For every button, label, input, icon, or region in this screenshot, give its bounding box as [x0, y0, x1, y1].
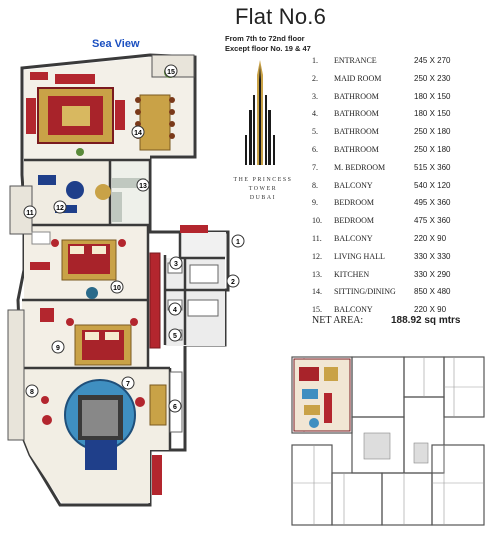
plan-label-13: 13 — [139, 183, 147, 190]
room-schedule — [312, 56, 498, 323]
room-schedule-row — [312, 270, 498, 288]
room-name: SITTING/DINING — [334, 287, 396, 297]
plan-label-7: 7 — [126, 381, 130, 388]
room-dimensions: 330 X 290 — [414, 269, 451, 279]
room-dimensions: 495 X 360 — [414, 198, 451, 208]
sea-view-label: Sea View — [92, 38, 140, 50]
room-name: BALCONY — [334, 305, 373, 315]
room-1-entrance — [180, 232, 226, 258]
room-name: MAID ROOM — [334, 73, 382, 83]
room-number: 8. — [312, 180, 318, 190]
room-dimensions: 180 X 150 — [414, 109, 451, 119]
room-dimensions: 475 X 360 — [414, 216, 451, 226]
room-number: 11. — [312, 233, 322, 243]
room-name: BATHROOM — [334, 144, 379, 154]
room-name: BATHROOM — [334, 127, 379, 137]
logo-line-2: DUBAI — [249, 195, 277, 201]
plan-label-5: 5 — [173, 333, 177, 340]
room-dimensions: 250 X 230 — [414, 73, 451, 83]
room-8-balcony — [8, 310, 24, 440]
room-number: 15. — [312, 305, 322, 315]
plan-label-12: 12 — [56, 205, 64, 212]
room-name: BATHROOM — [334, 91, 379, 101]
room-schedule-row — [312, 216, 498, 234]
room-schedule-row — [312, 92, 498, 110]
room-number: 4. — [312, 109, 318, 119]
plan-label-11: 11 — [26, 210, 34, 217]
room-schedule-row — [312, 145, 498, 163]
logo-wordmark — [218, 176, 308, 203]
room-number: 5. — [312, 127, 318, 137]
room-schedule-row — [312, 252, 498, 270]
room-dimensions: 515 X 360 — [414, 162, 451, 172]
net-area-value: 188.92 sq mtrs — [391, 315, 461, 326]
plan-label-3: 3 — [174, 261, 178, 268]
plan-label-15: 15 — [167, 69, 175, 76]
room-name: LIVING HALL — [334, 251, 385, 261]
net-area — [312, 315, 461, 326]
room-dimensions: 250 X 180 — [414, 127, 451, 137]
room-dimensions: 330 X 330 — [414, 251, 451, 261]
room-dimensions: 220 X 90 — [414, 233, 447, 243]
plan-label-14: 14 — [134, 130, 142, 137]
room-dimensions: 250 X 180 — [414, 144, 451, 154]
room-schedule-row — [312, 56, 498, 74]
plan-label-8: 8 — [30, 389, 34, 396]
room-number: 2. — [312, 73, 318, 83]
room-name: BALCONY — [334, 233, 373, 243]
room-name: BEDROOM — [334, 198, 375, 208]
floor-key-plan — [284, 353, 490, 531]
room-number: 13. — [312, 269, 322, 279]
logo-line-1: THE PRINCESS TOWER — [233, 177, 293, 192]
room-number: 7. — [312, 162, 318, 172]
page-title: Flat No.6 — [235, 4, 327, 29]
room-number: 3. — [312, 91, 318, 101]
room-schedule-row — [312, 163, 498, 181]
room-number: 12. — [312, 251, 322, 261]
room-name: M. BEDROOM — [334, 162, 386, 172]
room-schedule-row — [312, 109, 498, 127]
room-name: BALCONY — [334, 180, 373, 190]
room-number: 9. — [312, 198, 318, 208]
plan-label-9: 9 — [56, 345, 60, 352]
room-dimensions: 245 X 270 — [414, 56, 451, 65]
room-dimensions: 540 X 120 — [414, 180, 451, 190]
room-name: KITCHEN — [334, 269, 370, 279]
key-plan-highlighted-flat — [294, 359, 350, 431]
room-schedule-row — [312, 127, 498, 145]
plan-label-10: 10 — [113, 285, 121, 292]
plan-label-6: 6 — [173, 404, 177, 411]
plan-label-1: 1 — [236, 239, 240, 246]
room-number: 6. — [312, 144, 318, 154]
floor-range-line-2: Except floor No. 19 & 47 — [225, 44, 311, 53]
room-schedule-row — [312, 234, 498, 252]
room-dimensions: 220 X 90 — [414, 305, 447, 315]
room-number: 10. — [312, 216, 322, 226]
room-name: BEDROOM — [334, 216, 375, 226]
room-number: 1. — [312, 56, 318, 65]
room-number: 14. — [312, 287, 322, 297]
princess-tower-logo — [215, 55, 305, 195]
room-name: BATHROOM — [334, 109, 379, 119]
room-name: ENTRANCE — [334, 56, 377, 65]
room-schedule-row — [312, 287, 498, 305]
net-area-label: NET AREA: — [312, 315, 364, 326]
floor-range-line-1: From 7th to 72nd floor — [225, 34, 305, 43]
room-dimensions: 180 X 150 — [414, 91, 451, 101]
plan-label-2: 2 — [231, 279, 235, 286]
room-schedule-row — [312, 181, 498, 199]
room-schedule-row — [312, 198, 498, 216]
plan-label-4: 4 — [173, 307, 177, 314]
room-dimensions: 850 X 480 — [414, 287, 451, 297]
room-schedule-row — [312, 74, 498, 92]
